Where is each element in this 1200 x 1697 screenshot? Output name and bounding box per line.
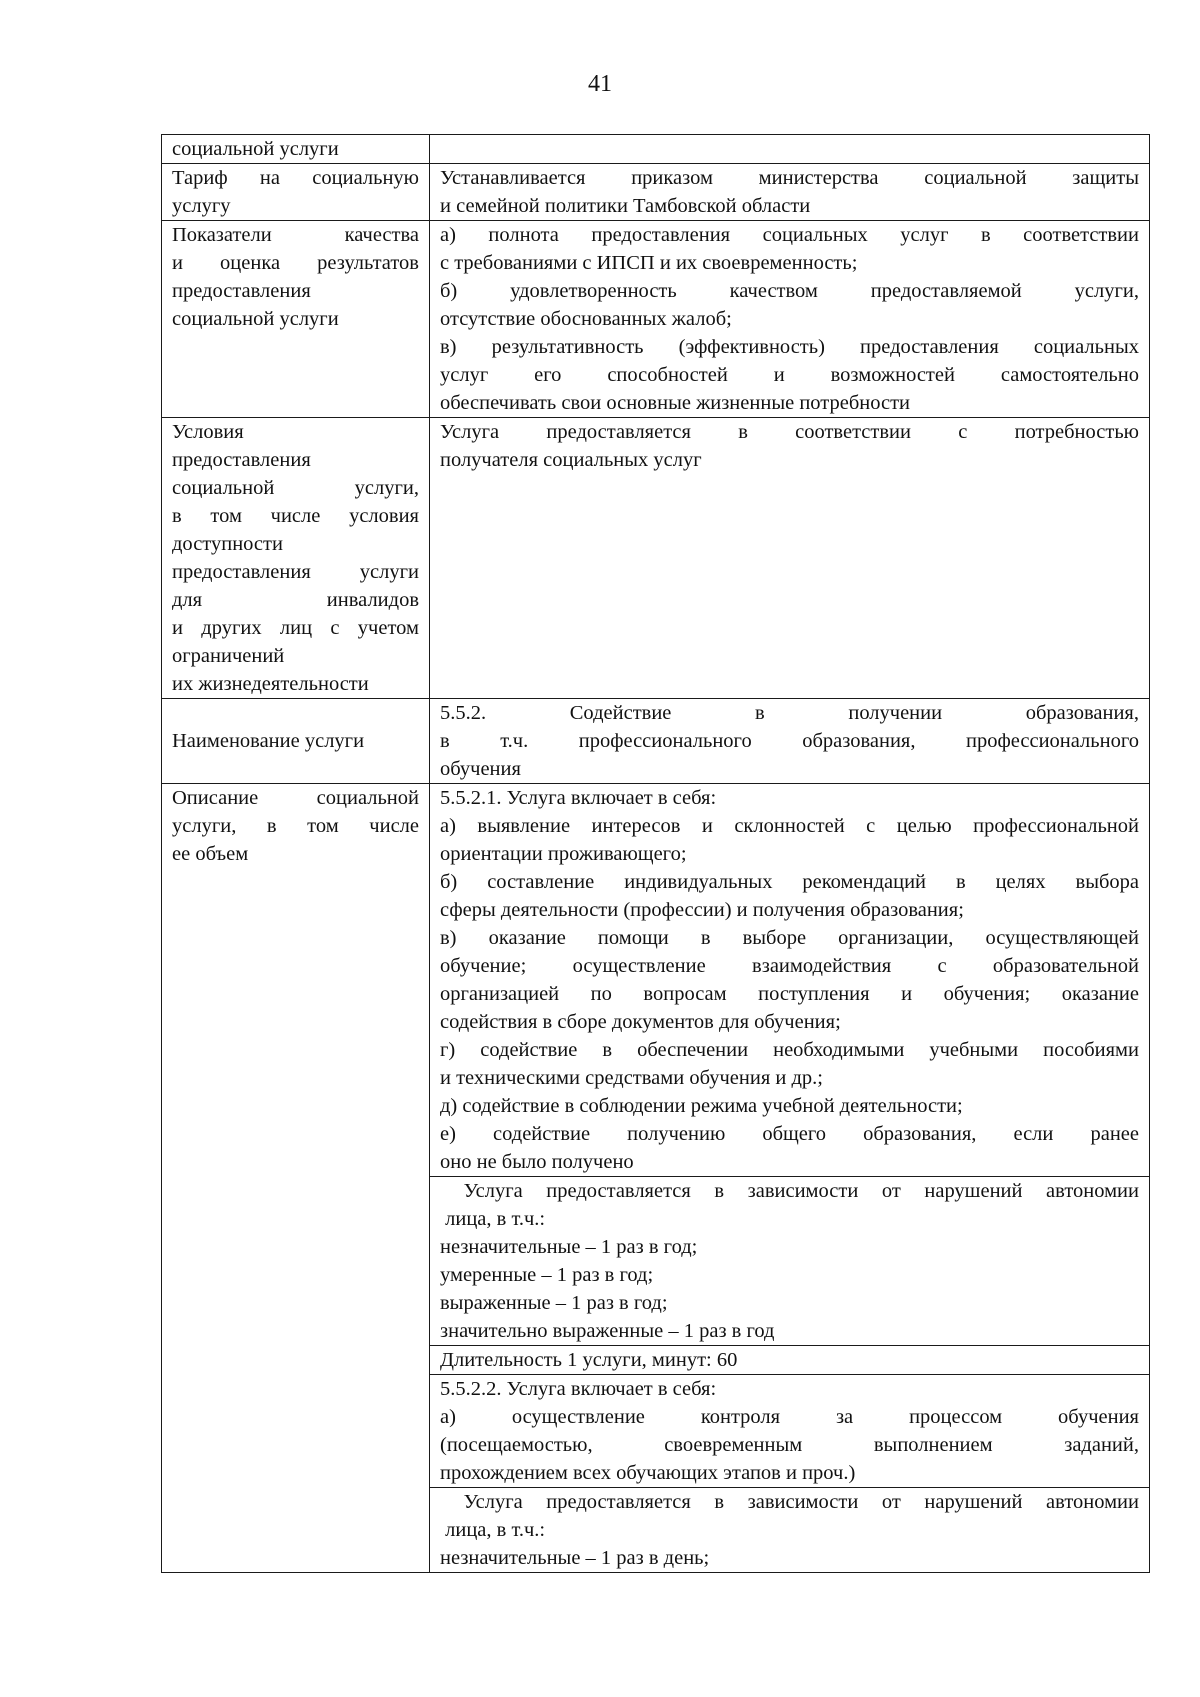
row-value-line: в) результативность (эффективность) предоставления социальных xyxy=(440,336,1139,358)
row-label-line: Описание социальной xyxy=(172,787,419,809)
row-label-line: ограничений xyxy=(172,645,285,667)
description-block-4 xyxy=(430,1375,1150,1488)
row-value-line: 5.5.2. Содействие в получении образования, xyxy=(440,702,1139,724)
description-line: г) содействие в обеспечении необходимыми учебными пособиями xyxy=(440,1039,1139,1061)
description-line: сферы деятельности (профессии) и получения образования; xyxy=(440,899,964,921)
row-value-line: и семейной политики Тамбовской области xyxy=(440,195,811,217)
row-label-line: социальной услуги, xyxy=(172,477,419,499)
description-line: Услуга предоставляется в зависимости от нарушений автономии xyxy=(440,1180,1139,1202)
description-line: 5.5.2.2. Услуга включает в себя: xyxy=(440,1378,717,1400)
description-line: значительно выраженные – 1 раз в год xyxy=(440,1320,775,1342)
description-line: лица, в т.ч.: xyxy=(440,1519,546,1541)
row-value-cell xyxy=(430,135,1150,164)
row-label-line: Показатели качества xyxy=(172,224,419,246)
description-line: организацией по вопросам поступления и обучения; оказание xyxy=(440,983,1139,1005)
description-line: умеренные – 1 раз в год; xyxy=(440,1264,654,1286)
row-label-line: социальной услуги xyxy=(172,308,339,330)
row-label-cell xyxy=(162,164,430,221)
row-value-line xyxy=(440,135,1139,163)
description-line: 5.5.2.1. Услуга включает в себя: xyxy=(440,787,717,809)
description-line: а) выявление интересов и склонностей с целью профессиональной xyxy=(440,815,1139,837)
description-line: и техническими средствами обучения и др.; xyxy=(440,1067,823,1089)
row-label-line: в том числе условия xyxy=(172,505,419,527)
table-row xyxy=(162,164,1150,221)
row-value-line: обеспечивать свои основные жизненные потребности xyxy=(440,392,911,414)
description-line: выраженные – 1 раз в год; xyxy=(440,1292,668,1314)
description-line: прохождением всех обучающих этапов и проч.) xyxy=(440,1462,856,1484)
row-label-line: ее объем xyxy=(172,843,249,865)
row-label-line: Наименование услуги xyxy=(172,730,365,752)
description-line: ориентации проживающего; xyxy=(440,843,687,865)
row-value-line: отсутствие обоснованных жалоб; xyxy=(440,308,732,330)
row-label-line: предоставления xyxy=(172,280,311,302)
table-row xyxy=(162,418,1150,699)
row-label-cell xyxy=(162,699,430,784)
row-value-line: с требованиями с ИПСП и их своевременность; xyxy=(440,252,858,274)
description-block-3 xyxy=(430,1346,1150,1375)
row-label-line: услуги, в том числе xyxy=(172,815,419,837)
row-label-line: для инвалидов xyxy=(172,589,419,611)
row-label-line: социальной услуги xyxy=(172,138,339,160)
row-label-line: доступности xyxy=(172,533,283,555)
row-value-line: в т.ч. профессионального образования, профессионального xyxy=(440,730,1139,752)
row-label-line: их жизнедеятельности xyxy=(172,673,369,695)
row-value-cell xyxy=(430,699,1150,784)
row-value-line: Услуга предоставляется в соответствии с потребностью xyxy=(440,421,1139,443)
description-line: незначительные – 1 раз в день; xyxy=(440,1547,710,1569)
row-value-line: б) удовлетворенность качеством предоставляемой услуги, xyxy=(440,280,1139,302)
table-row xyxy=(162,221,1150,418)
table-row xyxy=(162,784,1150,1177)
row-value-cell xyxy=(430,418,1150,699)
description-line: оно не было получено xyxy=(440,1151,634,1173)
description-line: обучение; осуществление взаимодействия с образовательной xyxy=(440,955,1139,977)
service-table xyxy=(161,134,1150,1573)
description-line: (посещаемостью, своевременным выполнением заданий, xyxy=(440,1434,1139,1456)
page-number: 41 xyxy=(588,71,612,97)
description-line: Услуга предоставляется в зависимости от нарушений автономии xyxy=(440,1491,1139,1513)
description-line: содействия в сборе документов для обучения; xyxy=(440,1011,841,1033)
description-block-5 xyxy=(430,1488,1150,1573)
row-label-line: Тариф на социальную xyxy=(172,167,419,189)
row-value-cell xyxy=(430,164,1150,221)
row-label-line: Условия xyxy=(172,421,244,443)
description-block-2 xyxy=(430,1177,1150,1346)
description-line: д) содействие в соблюдении режима учебной деятельности; xyxy=(440,1095,963,1117)
row-label-line: услугу xyxy=(172,195,231,217)
description-line: а) осуществление контроля за процессом обучения xyxy=(440,1406,1139,1428)
row-label-line: предоставления услуги xyxy=(172,561,419,583)
row-value-line: услуг его способностей и возможностей самостоятельно xyxy=(440,364,1139,386)
row-value-line: обучения xyxy=(440,758,521,780)
description-line: б) составление индивидуальных рекомендаций в целях выбора xyxy=(440,871,1139,893)
row-label-cell xyxy=(162,418,430,699)
description-line: в) оказание помощи в выборе организации, осуществляющей xyxy=(440,927,1139,949)
row-label-cell xyxy=(162,221,430,418)
description-line: Длительность 1 услуги, минут: 60 xyxy=(440,1349,738,1371)
row-label-cell xyxy=(162,135,430,164)
description-block-1 xyxy=(430,784,1150,1177)
row-value-line: а) полнота предоставления социальных услуг в соответствии xyxy=(440,224,1139,246)
table-row xyxy=(162,135,1150,164)
table-row xyxy=(162,699,1150,784)
description-line: лица, в т.ч.: xyxy=(440,1208,546,1230)
description-line: е) содействие получению общего образования, если ранее xyxy=(440,1123,1139,1145)
row-label-line: и оценка результатов xyxy=(172,252,419,274)
row-label-line: предоставления xyxy=(172,449,311,471)
row-label-line: и других лиц с учетом xyxy=(172,617,419,639)
row-value-cell xyxy=(430,221,1150,418)
description-label-cell xyxy=(162,784,430,1573)
row-value-line: Устанавливается приказом министерства социальной защиты xyxy=(440,167,1139,189)
row-value-line: получателя социальных услуг xyxy=(440,449,702,471)
description-line: незначительные – 1 раз в год; xyxy=(440,1236,698,1258)
